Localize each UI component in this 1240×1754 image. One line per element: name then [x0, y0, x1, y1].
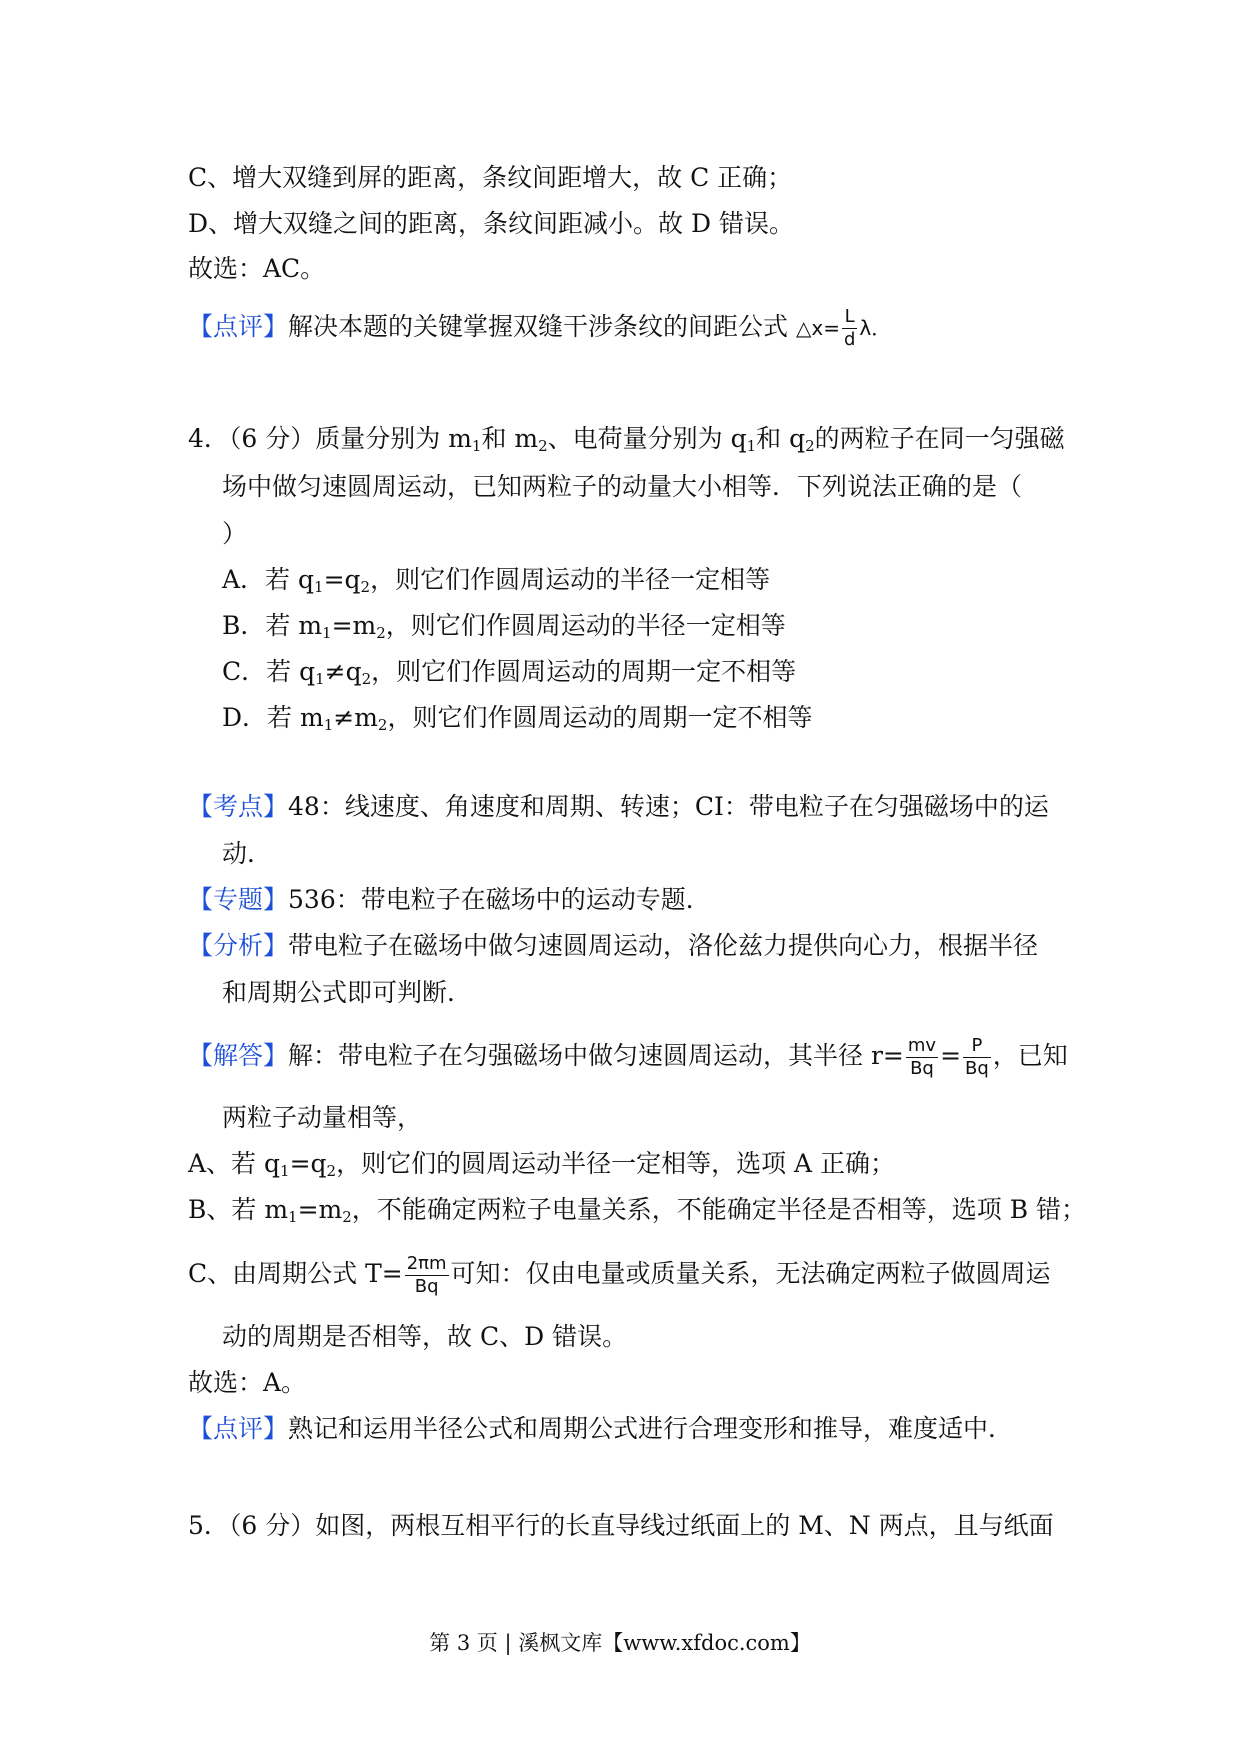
q4-option-b [222, 609, 786, 643]
subscript: 2 [377, 716, 388, 734]
q3-option-d-analysis: D、增大双缝之间的距离，条纹间距减小。故 D 错误。 [188, 209, 794, 238]
fenxi-tag: 【分析】 [188, 931, 289, 960]
q3-answer: 故选：AC。 [188, 254, 326, 283]
formula-numerator: L [842, 306, 857, 329]
q3-option-c-analysis: C、增大双缝到屏的距离，条纹间距增大，故 C 正确； [188, 163, 793, 192]
q4-answer: 故选：A。 [188, 1368, 307, 1397]
formula-fraction [842, 306, 857, 351]
zhuanti [188, 883, 711, 917]
stem-text: 、电荷量分别为 q [547, 424, 747, 453]
subscript: 2 [342, 1208, 352, 1226]
kaodian-line1 [188, 790, 1049, 824]
kaodian-text: 48：线速度、角速度和周期、转速；CI：带电粒子在匀强磁场中的运 [288, 792, 1049, 821]
q4-stem-line3: ） [222, 519, 248, 548]
fraction-numerator: P [963, 1035, 991, 1058]
subscript: 1 [323, 716, 334, 734]
subscript: 2 [805, 437, 815, 455]
option-text: ≠q [324, 657, 362, 686]
option-text: ，则它们作圆周运动的周期一定不相等 [371, 657, 797, 686]
subscript: 2 [326, 1162, 337, 1180]
fraction-denominator: Bq [910, 1058, 934, 1079]
subscript: 1 [280, 1162, 290, 1180]
solution-text: ，则它们的圆周运动半径一定相等，选项 A 正确； [336, 1149, 896, 1178]
solution-text: C、由周期公式 T= [188, 1259, 403, 1288]
question-score: （6 分） [228, 1511, 316, 1540]
review-text: 熟记和运用半径公式和周期公式进行合理变形和推导，难度适中． [288, 1414, 1014, 1443]
q3-review [188, 306, 891, 351]
formula-suffix: λ． [859, 316, 892, 340]
question-number: 4． [188, 424, 229, 453]
fenxi-line2: 和周期公式即可判断． [222, 978, 473, 1007]
subscript: 1 [322, 624, 332, 642]
jieda-line1 [188, 1035, 1068, 1080]
option-text: D．若 m [222, 703, 324, 732]
review-text: 解决本题的关键掌握双缝干涉条纹的间距公式 [288, 312, 789, 341]
q4-option-d [222, 701, 812, 735]
q4-stem-line2: 场中做匀速圆周运动，已知两粒子的动量大小相等．下列说法正确的是（ [222, 472, 1023, 501]
formula-prefix: △x= [795, 316, 840, 340]
solution-text: 可知：仅由电量或质量关系，无法确定两粒子做圆周运 [450, 1259, 1051, 1288]
solution-text: A、若 q [188, 1149, 281, 1178]
subscript: 2 [360, 578, 371, 596]
subscript: 2 [376, 624, 386, 642]
fraction-numerator: 2πm [406, 1253, 447, 1274]
fenxi-text: 带电粒子在磁场中做匀速圆周运动，洛伦兹力提供向心力，根据半径 [288, 931, 1039, 960]
stem-text: 如图，两根互相平行的长直导线过纸面上的 M、N 两点，且与纸面 [315, 1511, 1054, 1540]
zhuanti-tag: 【专题】 [188, 885, 289, 914]
page-footer: 第 3 页 | 溪枫文库【www.xfdoc.com】 [429, 1631, 811, 1655]
stem-text: 质量分别为 m [315, 424, 472, 453]
jieda-text: 解：带电粒子在匀强磁场中做匀速圆周运动，其半径 r= [288, 1041, 904, 1070]
jieda-tag: 【解答】 [188, 1041, 289, 1070]
stem-text: 的两粒子在同一匀强磁 [814, 424, 1065, 453]
option-text: =q [323, 565, 361, 594]
option-text: ，则它们作圆周运动的周期一定不相等 [387, 703, 813, 732]
solution-b [188, 1193, 1086, 1227]
solution-c-line1 [188, 1253, 1051, 1298]
subscript: 1 [314, 578, 324, 596]
option-text: ≠m [333, 703, 378, 732]
subscript: 1 [746, 437, 757, 455]
radius-fraction-1 [906, 1035, 938, 1080]
review-tag: 【点评】 [188, 312, 289, 341]
solution-text: B、若 m [188, 1195, 289, 1224]
subscript: 1 [471, 437, 482, 455]
q4-option-c [222, 655, 796, 689]
period-fraction [405, 1253, 449, 1298]
subscript: 2 [361, 670, 372, 688]
kaodian-tag: 【考点】 [188, 792, 289, 821]
fraction-numerator: mv [907, 1035, 937, 1056]
q4-option-a [222, 563, 770, 597]
q5-stem [188, 1509, 1054, 1543]
zhuanti-text: 536：带电粒子在磁场中的运动专题． [288, 885, 711, 914]
q4-stem-line1 [188, 422, 1065, 456]
solution-text: ，不能确定两粒子电量关系，不能确定半径是否相等，选项 B 错； [351, 1195, 1087, 1224]
question-number: 5． [188, 1511, 229, 1540]
subscript: 1 [315, 670, 325, 688]
radius-fraction-2 [963, 1035, 991, 1080]
option-text: C．若 q [222, 657, 316, 686]
option-text: =m [331, 611, 377, 640]
stem-text: 和 q [756, 424, 806, 453]
stem-text: 和 m [481, 424, 539, 453]
question-score: （6 分） [228, 424, 316, 453]
fraction-denominator: Bq [965, 1058, 989, 1079]
kaodian-line2: 动． [222, 839, 273, 868]
fraction-denominator: Bq [414, 1276, 439, 1297]
option-text: B．若 m [222, 611, 323, 640]
fenxi-line1 [188, 929, 1038, 963]
option-text: ，则它们作圆周运动的半径一定相等 [370, 565, 771, 594]
solution-text: =q [289, 1149, 327, 1178]
option-text: ，则它们作圆周运动的半径一定相等 [385, 611, 786, 640]
formula-denominator: d [843, 329, 856, 350]
jieda-text: ，已知 [992, 1041, 1068, 1070]
subscript: 2 [538, 437, 548, 455]
review-tag: 【点评】 [188, 1414, 289, 1443]
solution-text: =m [297, 1195, 343, 1224]
q4-review [188, 1412, 1013, 1446]
equals-sign: = [940, 1041, 962, 1070]
solution-c-line2: 动的周期是否相等，故 C、D 错误。 [222, 1322, 628, 1351]
jieda-line2: 两粒子动量相等， [222, 1103, 423, 1132]
solution-a [188, 1147, 895, 1181]
subscript: 1 [288, 1208, 298, 1226]
option-text: A．若 q [222, 565, 315, 594]
